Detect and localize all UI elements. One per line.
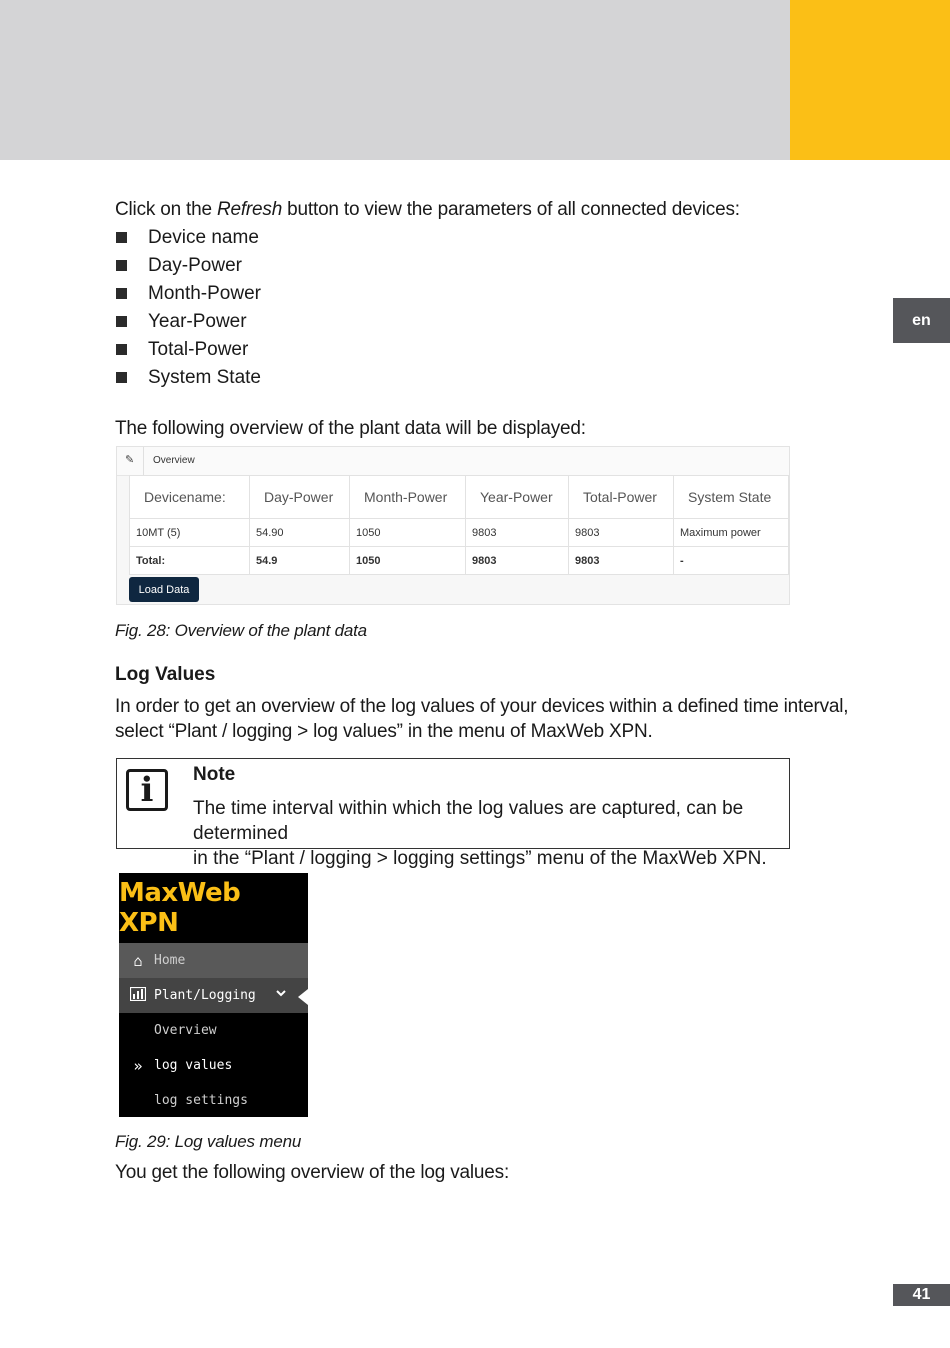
- overview-panel-header: [117, 447, 789, 476]
- parameter-list: [115, 223, 261, 391]
- menu-item-overview[interactable]: Overview: [154, 1023, 217, 1038]
- info-icon: i: [126, 769, 168, 811]
- header-cell: System State: [674, 476, 789, 519]
- overview-intro: The following overview of the plant data will be displayed:: [115, 418, 586, 439]
- menu-item-home[interactable]: ⌂ Home: [119, 943, 308, 978]
- list-item: Month-Power: [115, 279, 261, 307]
- overview-panel: [116, 446, 790, 605]
- table-cell: Maximum power: [674, 519, 789, 547]
- header-cell: Total-Power: [569, 476, 674, 519]
- table-cell: 9803: [466, 519, 569, 547]
- header-accent: [790, 0, 950, 160]
- pencil-icon[interactable]: ✎: [125, 454, 135, 466]
- table-cell: 1050: [350, 519, 466, 547]
- list-item: Day-Power: [115, 251, 261, 279]
- plant-data-table: [129, 475, 789, 575]
- active-indicator: [298, 989, 308, 1005]
- double-chevron-right-icon: »: [133, 1056, 143, 1075]
- maxweb-menu: [119, 873, 308, 1117]
- header-band: [0, 0, 790, 160]
- list-item: Year-Power: [115, 307, 261, 335]
- language-tab: en: [893, 298, 950, 343]
- note-box: [116, 758, 790, 869]
- header-cell: Day-Power: [250, 476, 350, 519]
- list-item: System State: [115, 363, 261, 391]
- header-cell: Devicename:: [130, 476, 250, 519]
- table-cell: Total:: [130, 547, 250, 575]
- table-cell: 54.9: [250, 547, 350, 575]
- table-cell: 10MT (5): [130, 519, 250, 547]
- table-total-row: [130, 547, 789, 575]
- log-values-text-line1: In order to get an overview of the log values of your devices within a defined time interval,: [115, 696, 849, 717]
- table-cell: -: [674, 547, 789, 575]
- section-heading: Log Values: [115, 664, 216, 685]
- table-cell: 1050: [350, 547, 466, 575]
- list-item: Total-Power: [115, 335, 261, 363]
- outro-text: You get the following overview of the log values:: [115, 1162, 510, 1183]
- menu-item-plant-logging[interactable]: Plant/Logging: [119, 978, 308, 1013]
- table-cell: 9803: [569, 519, 674, 547]
- header-cell: Year-Power: [466, 476, 569, 519]
- chart-icon: [129, 987, 147, 1005]
- page-number: 41: [893, 1284, 950, 1306]
- maxweb-logo: MaxWeb XPN: [119, 878, 241, 938]
- menu-item-log-values[interactable]: » log values: [119, 1048, 308, 1083]
- table-cell: 9803: [569, 547, 674, 575]
- note-text: The time interval within which the log values are captured, can be determined in the “Plant / logging > logging settings” menu of the MaxWeb XPN.: [193, 798, 767, 869]
- list-item: Device name: [115, 223, 261, 251]
- table-cell: 54.90: [250, 519, 350, 547]
- note-title: Note: [193, 764, 236, 785]
- overview-panel-title: Overview: [153, 455, 195, 466]
- log-values-text-line2: select “Plant / logging > log values” in the menu of MaxWeb XPN.: [115, 721, 653, 742]
- chevron-down-icon[interactable]: [276, 988, 286, 998]
- table-cell: 9803: [466, 547, 569, 575]
- figure-caption: Fig. 29: Log values menu: [115, 1132, 302, 1151]
- figure-caption: Fig. 28: Overview of the plant data: [115, 621, 367, 640]
- table-header-row: [130, 476, 789, 519]
- menu-item-log-settings[interactable]: log settings: [154, 1093, 248, 1108]
- table-row: [130, 519, 789, 547]
- intro-text: Click on the Refresh button to view the parameters of all connected devices:: [115, 199, 740, 220]
- home-icon: ⌂: [133, 951, 143, 970]
- load-data-button[interactable]: Load Data: [129, 577, 199, 602]
- header-cell: Month-Power: [350, 476, 466, 519]
